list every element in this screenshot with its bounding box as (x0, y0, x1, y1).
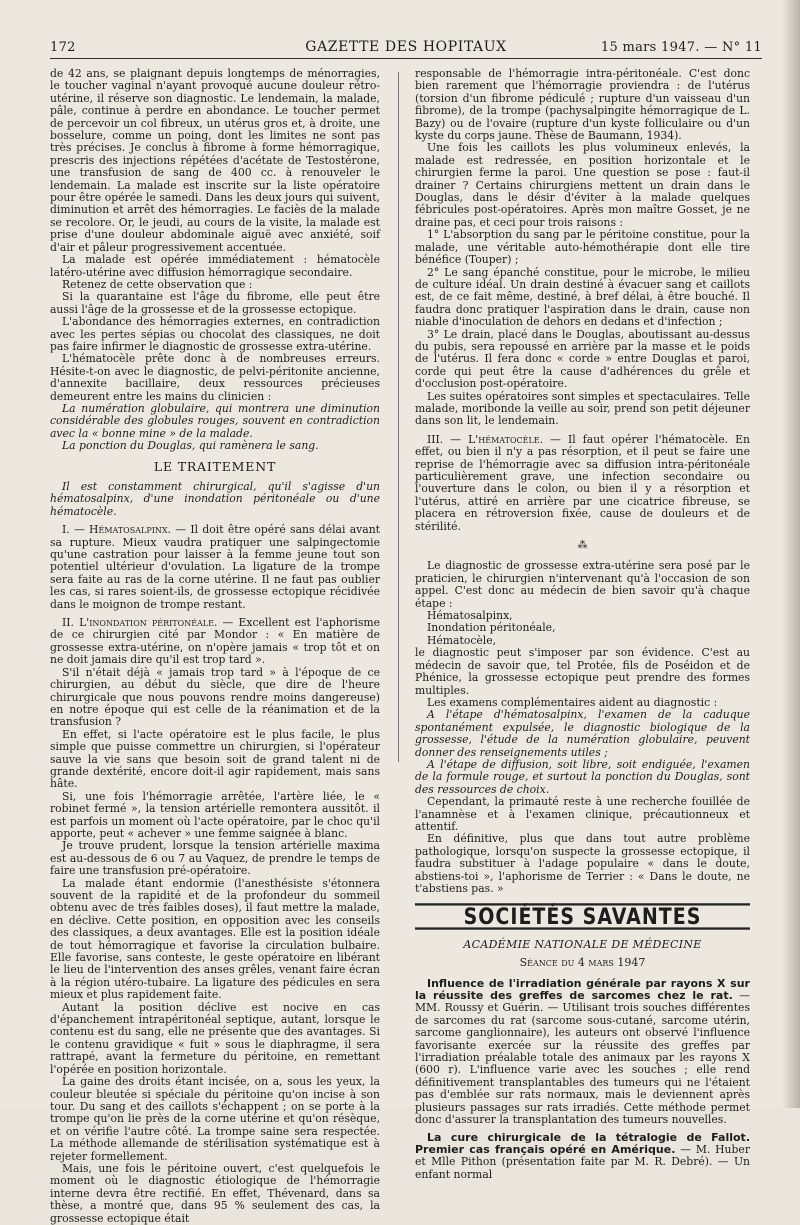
paragraph: Le diagnostic de grossesse extra-utérine sera posé par le praticien, le chirurgien n'intervenant qu'à l'occasion de son appel. C'est donc au médecin de bien savoir qu'à chaque étape : (415, 559, 750, 610)
left-column (50, 68, 380, 1225)
page-number: 172 (50, 40, 76, 55)
subsection-label: I. — Hématosalpinx. (62, 523, 171, 537)
paragraph: A l'étape de diffusion, soit libre, soit endiguée, l'examen de la formule rouge, et surtout la ponction du Douglas, sont des ressources de choix. (415, 757, 750, 796)
section-banner: SOCIÉTÉS SAVANTES (415, 904, 750, 931)
paragraph: responsable de l'hémorragie intra-péritonéale. C'est donc bien rarement que l'hémorragie proviendra : de l'utérus (torsion d'un fibrome pédiculé ; rupture d'un vaisseau d'un fibrome), de la trompe (pachysalpingite hémorragique de L. Bazy) ou de l'ovaire (rupture d'un kyste folliculaire ou d'un kyste du corps jaune. Thèse de Baumann, 1934). (415, 67, 750, 143)
list-item: Inondation péritonéale, (427, 621, 556, 635)
paragraph: La gaine des droits étant incisée, on a, sous les yeux, la couleur bleutée si spéciale du péritoine qu'on incise à son tour. Du sang et des caillots s'échappent ; on se porte à la trompe qu'on lie près de la corne utérine et qu'on résèque, et on vérifie l'autre côté. La trompe saine sera respectée. La méthode allemande de stérilisation systématique est à rejeter formellement. (50, 1075, 380, 1163)
list-item: Hématosalpinx, (427, 609, 513, 623)
academy-heading: ACADÉMIE NATIONALE DE MÉDECINE (463, 937, 702, 951)
paragraph: La malade est opérée immédiatement : hématocèle latéro-utérine avec diffusion hémorragique secondaire. (50, 253, 380, 279)
paragraph: 3° Le drain, placé dans le Douglas, aboutissant au-dessus du pubis, sera repoussé en arrière par la masse et le poids de l'utérus. Il fera donc « corde » entre Douglas et paroi, corde qui peut être la cause d'adhérences du grêle et d'occlusion post-opératoire. (415, 327, 750, 391)
paragraph: En effet, si l'acte opératoire est le plus facile, le plus simple que puisse commettre un chirurgien, si l'opérateur sauve la vie sans que besoin soit de grand talent ni de grande dextérité, encore doit-il agir rapidement, mais sans hâte. (50, 727, 380, 791)
paragraph: En définitive, plus que dans tout autre problème pathologique, lorsqu'on suspecte la grossesse ectopique, il faudra substituer à l'adage populaire « dans le doute, abstiens-toi », l'aphorisme de Terrier : « Dans le doute, ne t'abstiens pas. » (415, 832, 750, 895)
paragraph: Retenez de cette observation que : (62, 277, 253, 291)
article-title: Influence de l'irradiation générale par rayons X sur la réussite des greffes de sarcomes chez le rat. (415, 976, 750, 1003)
paragraph: Mais, une fois le péritoine ouvert, c'est quelquefois le moment où le diagnostic étiologique de l'hémorragie interne devra être rectifié. En effet, Thévenard, dans sa thèse, a montré que, dans 95 % seulement des cas, la grossesse ectopique était (50, 1161, 380, 1225)
paragraph: — M. Huber et Mlle Pithon (présentation faite par M. R. Debré). — Un enfant normal (415, 1142, 750, 1181)
paragraph: Cependant, la primauté reste à une recherche fouillée de l'anamnèse et à l'examen clinique, précautionneux et attentif. (415, 795, 750, 833)
paragraph: A l'étape d'hématosalpinx, l'examen de la caduque spontanément expulsée, le diagnostic biologique de la grossesse, l'étude de la numération globulaire, peuvent donner des renseignements utiles ; (415, 708, 750, 759)
paragraph: Les examens complémentaires aident au diagnostic : (427, 695, 718, 709)
paragraph: de 42 ans, se plaignant depuis longtemps de ménorragies, le toucher vaginal n'ayant provoqué aucune douleur rétro-utérine, il réserve son diagnostic. Le lendemain, la malade, pâle, continue à perdre en abondance. Le toucher permet de percevoir un col fibreux, un utérus gros et, à droite, une bosselure, comme un poing, dont les limites ne sont pas très précises. Je conclus à fibrome à forme hémorragique, prescris des injections répétées d'acétate de Testostérone, une transfusion de sang de 400 cc. à renouveler le lendemain. La malade est inscrite sur la liste opératoire pour être opérée le samedi. Dans les deux jours qui suivent, diminution et arrêt des hémorragies. Le faciès de la malade se recolore. Or, le jeudi, au cours de la visite, la malade est prise d'une douleur abdominale aiguë avec anxiété, soif d'air et pâleur progressivement accentuée. (50, 67, 380, 254)
paragraph: La ponction du Douglas, qui ramènera le sang. (62, 439, 319, 453)
page-header (50, 38, 762, 59)
paragraph: S'il n'était déjà « jamais trop tard » à l'époque de ce chirurgien, au début du siècle, que dire de l'heure chirurgicale que nous pouvons rendre moins dangereuse) en notre époque qui est celle de la réanimation et de la transfusion ? (50, 665, 380, 729)
list-item: Hématocèle, (427, 633, 497, 647)
paragraph: La numération globulaire, qui montrera une diminution considérable des globules rouges, souvent en contradiction avec la « bonne mine » de la malade. (50, 401, 380, 440)
paragraph: Les suites opératoires sont simples et spectaculaires. Telle malade, moribonde la veille au soir, prend son petit déjeuner dans son lit, le lendemain. (415, 389, 750, 428)
paragraph: 1° L'absorption du sang par le péritoine constitue, pour la malade, une véritable auto-hémothérapie dont elle tire bénéfice (Touper) ; (415, 228, 750, 267)
journal-title: GAZETTE DES HOPITAUX (305, 39, 507, 55)
scan-shadow (782, 0, 800, 1108)
section-separator: ⁂ (577, 540, 588, 552)
issue-date: 15 mars 1947. — N° 11 (600, 40, 762, 55)
paragraph: le diagnostic peut s'imposer par son évidence. C'est au médecin de savoir que, tel Protée, fils de Poséidon et de Phénice, la grossesse ectopique peut prendre des formes multiples. (415, 646, 750, 697)
paragraph: 2° Le sang épanché constitue, pour le microbe, le milieu de culture idéal. Un drain destiné à évacuer sang et caillots est, de ce fait même, destiné, à bref délai, à être bouché. Il faudra donc pratiquer l'aspiration dans le drain, cause non niable d'inoculation de dehors en dedans et d'infection ; (415, 265, 750, 329)
session-date: Séance du 4 mars 1947 (519, 956, 646, 970)
paragraph: — Il doit être opéré sans délai avant sa rupture. Mieux vaudra pratiquer une salpingectomie qu'une castration pour laisser à la femme jeune tout son potentiel ultérieur d'ovulation. La ligature de la trompe sera faite au ras de la corne utérine. Il ne faut pas oublier les cas, si rares soient-ils, de grossesse ectopique récidivée dans le moignon de trompe restant. (50, 523, 380, 611)
subsection-label: III. — L'hématocèle. (427, 432, 544, 446)
paragraph: Si, une fois l'hémorragie arrêtée, l'artère liée, le « robinet fermé », la tension artérielle remontera aussitôt. il est parfois un moment où l'acte opératoire, par le choc qu'il apporte, peut « achever » une femme saignée à blanc. (50, 789, 380, 840)
subsection-label: II. L'inondation péritonéale. (62, 616, 218, 630)
column-divider (398, 72, 399, 762)
paragraph: Autant la position déclive est nocive en cas d'épanchement intrapéritonéal septique, autant, lorsque le contenu est du sang, elle ne présente que des avantages. Si le contenu gravidique « fuit » sous le diaphragme, il sera rattrapé, avant la fermeture du péritoine, en remettant l'opérée en position horizontale. (50, 1000, 380, 1076)
paragraph: Si la quarantaine est l'âge du fibrome, elle peut être aussi l'âge de la grossesse et de la grossesse ectopique. (50, 290, 380, 316)
paragraph: Il est constamment chirurgical, qu'il s'agisse d'un hématosalpinx, d'une inondation péritonéale ou d'une hématocèle. (50, 480, 380, 518)
paragraph: L'hématocèle prête donc à de nombreuses erreurs. Hésite-t-on avec le diagnostic, de pelvi-péritonite ancienne, d'annexite bacillaire, deux ressources précieuses demeurent entre les mains du clinicien : (50, 352, 380, 403)
section-heading: LE TRAITEMENT (153, 458, 277, 474)
paragraph: — Excellent est l'aphorisme de ce chirurgien cité par Mondor : « En matière de grossesse extra-utérine, on n'opère jamais « trop tôt et on ne doit jamais dire qu'il est trop tard ». (50, 616, 381, 667)
paragraph: L'abondance des hémorragies externes, en contradiction avec les pertes sépias ou chocolat des classiques, ne doit pas faire infirmer le diagnostic de grossesse extra-utérine. (50, 315, 380, 353)
right-column (415, 68, 750, 1181)
paragraph: Je trouve prudent, lorsque la tension artérielle maxima est au-dessous de 6 ou 7 au Vaquez, de prendre le temps de faire une transfusion pré-opératoire. (50, 839, 380, 878)
paragraph: — MM. Roussy et Guérin. — Utilisant trois souches différentes de sarcomes du rat (sarcome sous-cutané, sarcome utérin, sarcome ganglionnaire), les auteurs ont observé l'influence favorisante exercée sur la réussite des greffes par l'irradiation préalable totale des animaux par les rayons X (600 r). L'influence varie avec les souches ; elle rend définitivement transplantables des tumeurs qui ne l'étaient pas d'emblée sur rats normaux, mais le deviennent après plusieurs passages sur rats irradiés. Cette méthode permet donc d'assurer la transplantation des tumeurs nouvelles. (415, 989, 751, 1127)
article-title: La cure chirurgicale de la tétralogie de Fallot. Premier cas français opéré en Amérique. (415, 1130, 750, 1156)
paragraph: La malade étant endormie (l'anesthésiste s'étonnera souvent de la rapidité et de la profondeur du sommeil obtenu avec de très faibles doses), il faut mettre la malade, en déclive. Cette position, en opposition avec les conseils des classiques, a deux avantages. Elle est la position idéale de tout hémorragique et favorise la circulation bulbaire. Elle favorise, sans conteste, le geste opératoire en libérant le lieu de l'intervention des anses grêles, venant faire écran à la région utéro-tubaire. La ligature des pédicules en sera mieux et plus rapidement faite. (50, 876, 380, 1002)
paragraph: Une fois les caillots les plus volumineux enlevés, la malade est redressée, en position horizontale et le chirurgien ferme la paroi. Une question se pose : faut-il drainer ? Certains chirurgiens mettent un drain dans le Douglas, dans le désir d'éviter à la malade quelques fébricules post-opératoires. Après mon maître Gosset, je ne draine pas, et ceci pour trois raisons : (415, 141, 750, 229)
paragraph: — Il faut opérer l'hématocèle. En effet, ou bien il n'y a pas résorption, et il peut se faire une reprise de l'hémorragie avec sa diffusion intra-péritonéale particulièrement grave, une infection secondaire ou l'ouverture dans le colon, ou bien il y a résorption et l'utérus, attiré en arrière par une cicatrice fibreuse, se placera en rétroversion fixée, cause de douleurs et de stérilité. (415, 432, 750, 533)
